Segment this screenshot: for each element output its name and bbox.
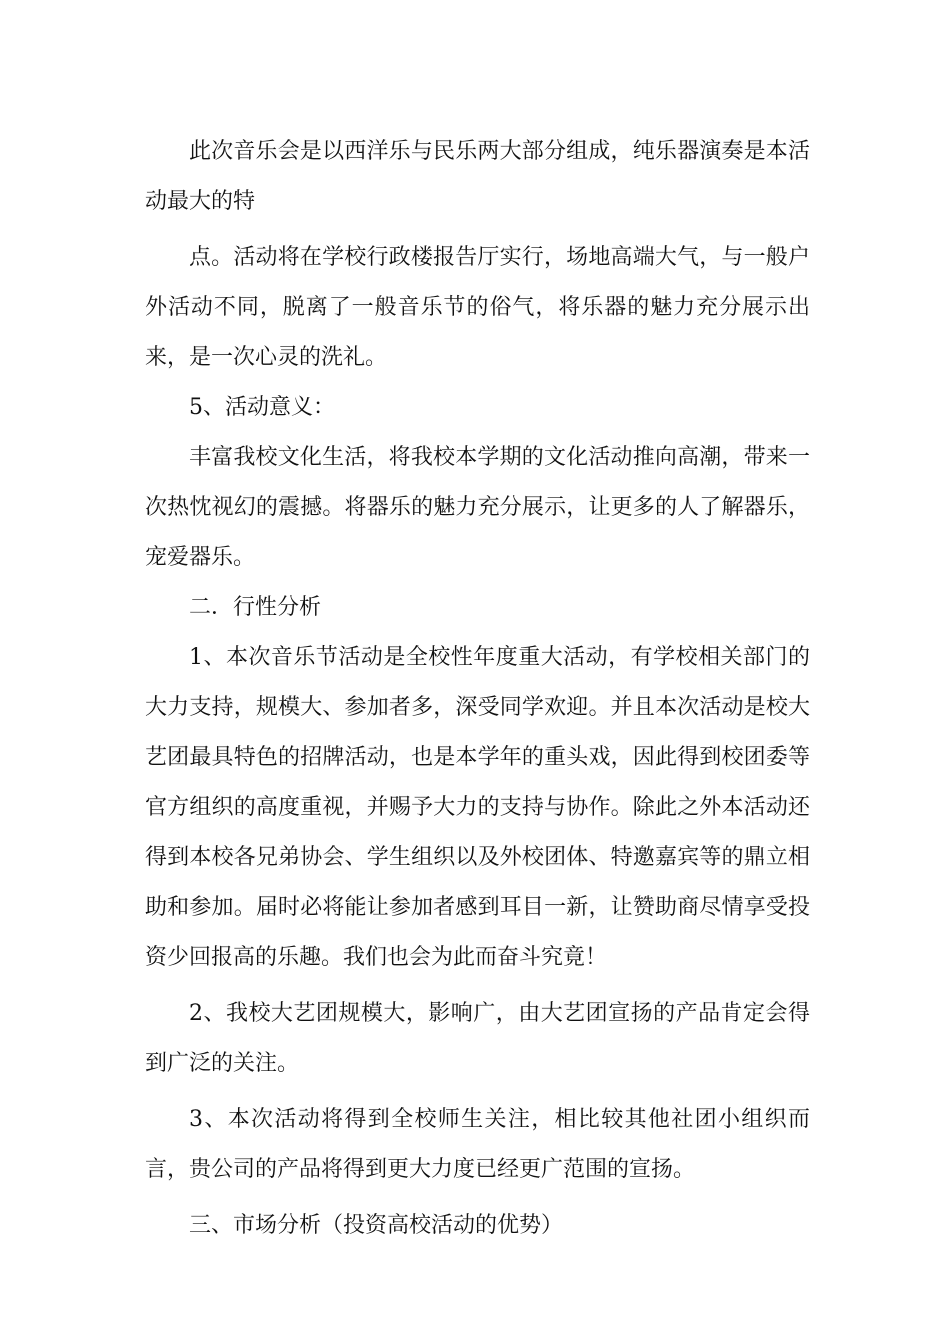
document-body: [145, 127, 810, 1251]
paragraph-venue: 点。活动将在学校行政楼报告厅实行，场地高端大气，与一般户外活动不同，脱离了一般音乐节的俗气，将乐器的魅力充分展示出来，是一次心灵的洗礼。: [145, 245, 810, 370]
heading-activity-significance: 5、活动意义：: [189, 395, 335, 420]
paragraph-feasibility-3: 3、本次活动将得到全校师生关注，相比较其他社团小组织而言，贵公司的产品将得到更大力度已经更广范围的宣扬。: [145, 1107, 810, 1182]
heading-market-analysis: 三、市场分析（投资高校活动的优势）: [189, 1213, 564, 1238]
heading-feasibility-analysis: 二．行性分析: [189, 595, 322, 620]
paragraph-feasibility-2: 2、我校大艺团规模大，影响广，由大艺团宣扬的产品肯定会得到广泛的关注。: [145, 1001, 810, 1076]
paragraph-feasibility-1: 1、本次音乐节活动是全校性年度重大活动，有学校相关部门的大力支持，规模大、参加者多，深受同学欢迎。并且本次活动是校大艺团最具特色的招牌活动，也是本学年的重头戏，因此得到校团委等官方组织的高度重视，并赐予大力的支持与协作。除此之外本活动还得到本校各兄弟协会、学生组织以及外校团体、特邀嘉宾等的鼎立相助和参加。届时必将能让参加者感到耳目一新，让赞助商尽情享受投资少回报高的乐趣。我们也会为此而奋斗究竟！: [145, 645, 810, 970]
paragraph-significance: 丰富我校文化生活，将我校本学期的文化活动推向高潮，带来一次热忱视幻的震撼。将器乐的魅力充分展示，让更多的人了解器乐，宠爱器乐。: [145, 445, 810, 570]
paragraph-concert-composition: 此次音乐会是以西洋乐与民乐两大部分组成，纯乐器演奏是本活动最大的特: [145, 139, 810, 214]
